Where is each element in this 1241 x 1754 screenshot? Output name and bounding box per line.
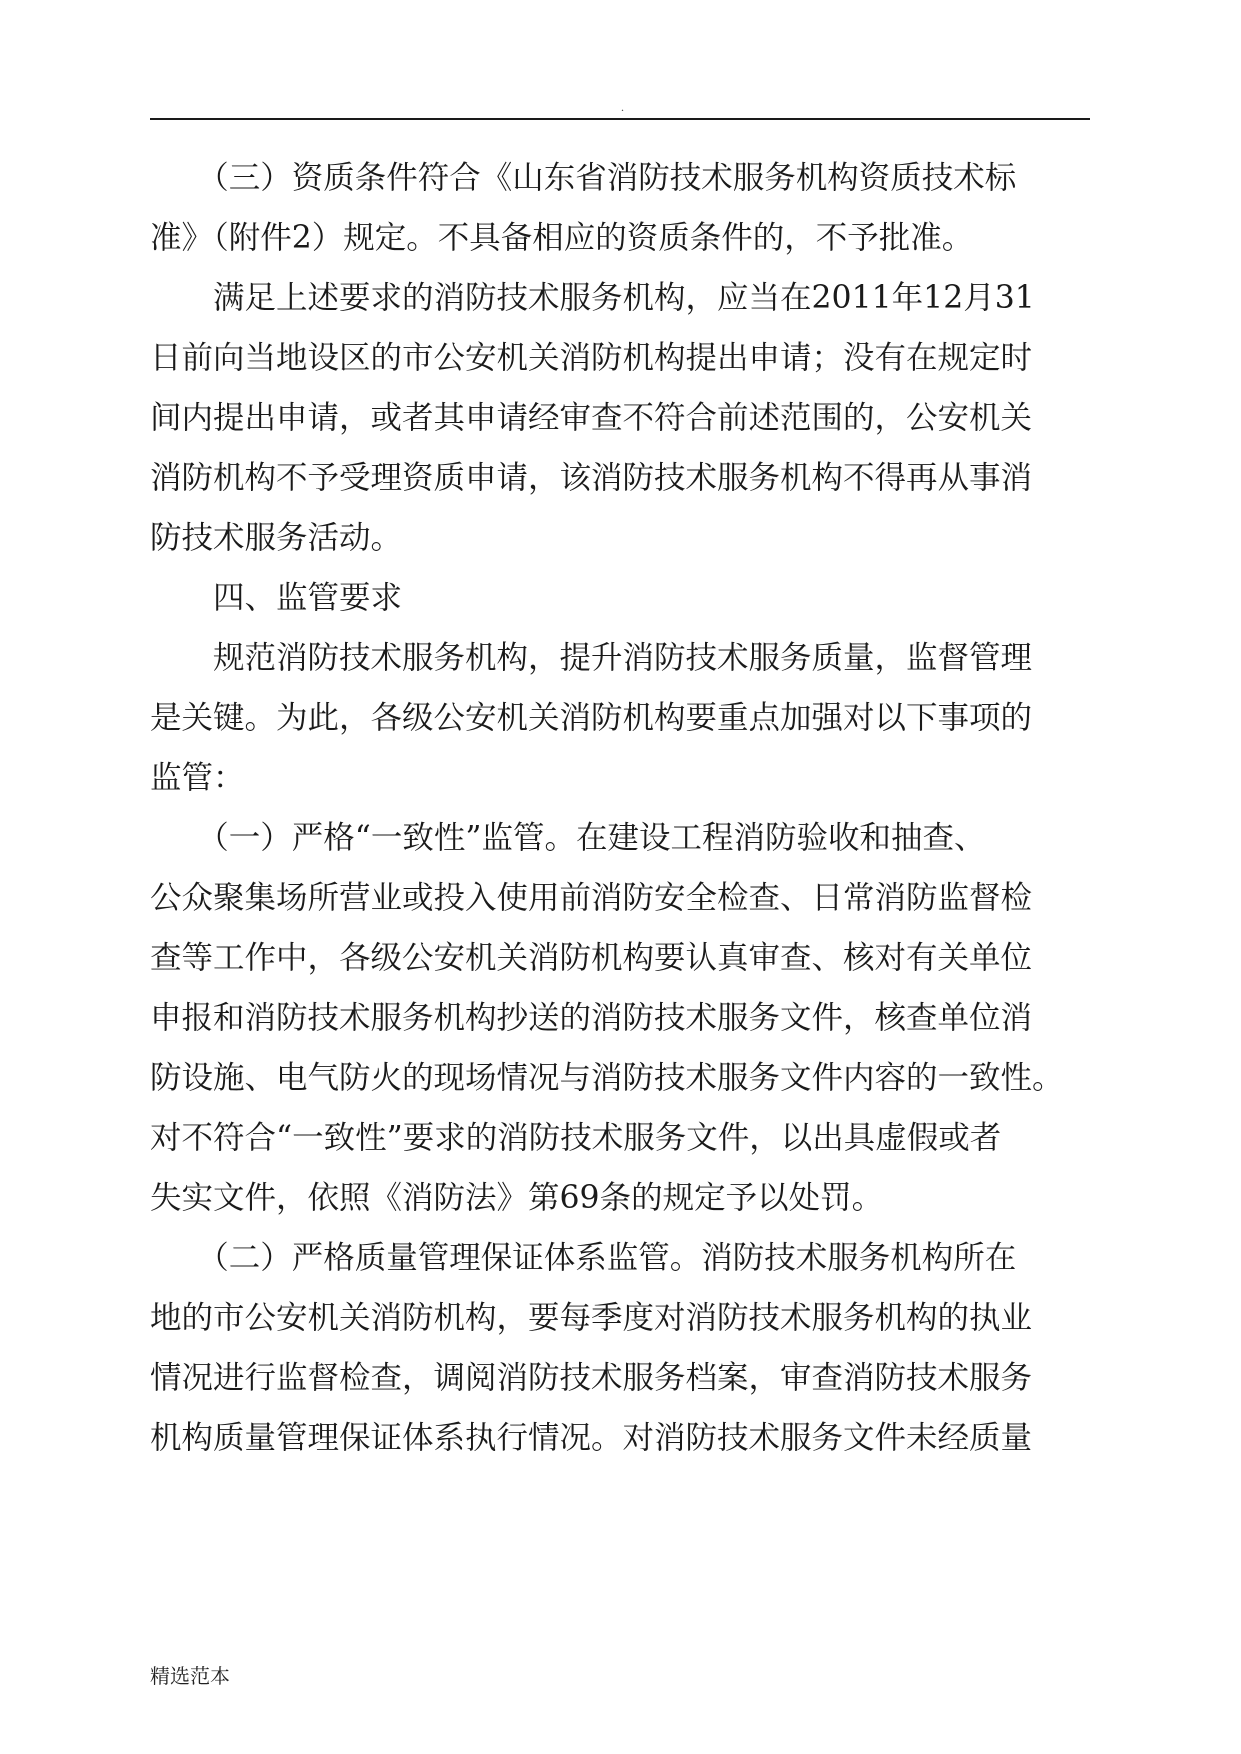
text-line: 防设施、电气防火的现场情况与消防技术服务文件内容的一致性。 [150, 1060, 1064, 1096]
section-heading: 四、监管要求 [150, 580, 403, 616]
text-line: 日前向当地设区的市公安机关消防机构提出申请；没有在规定时 [150, 340, 1033, 376]
text-line: （二）严格质量管理保证体系监管。消防技术服务机构所在 [150, 1240, 1017, 1276]
document-body [150, 148, 1090, 1468]
text-line: 情况进行监督检查，调阅消防技术服务档案，审查消防技术服务 [150, 1360, 1033, 1396]
text-line: 对不符合“一致性”要求的消防技术服务文件，以出具虚假或者 [150, 1120, 1002, 1156]
text-line: 防技术服务活动。 [150, 520, 403, 556]
text-line: 规范消防技术服务机构，提升消防技术服务质量，监督管理 [150, 640, 1033, 676]
text-line: 公众聚集场所营业或投入使用前消防安全检查、日常消防监督检 [150, 880, 1033, 916]
text-line: （三）资质条件符合《山东省消防技术服务机构资质技术标 [150, 160, 1017, 196]
text-line: 失实文件，依照《消防法》第69条的规定予以处罚。 [150, 1180, 884, 1216]
text-line: 查等工作中，各级公安机关消防机构要认真审查、核对有关单位 [150, 940, 1033, 976]
text-line: 间内提出申请，或者其申请经审查不符合前述范围的，公安机关 [150, 400, 1033, 436]
header-mark: . [621, 100, 624, 114]
text-line: 申报和消防技术服务机构抄送的消防技术服务文件，核查单位消 [150, 1000, 1033, 1036]
text-line: 消防机构不予受理资质申请，该消防技术服务机构不得再从事消 [150, 460, 1033, 496]
header-rule [150, 118, 1090, 120]
text-line: （一）严格“一致性”监管。在建设工程消防验收和抽查、 [150, 820, 986, 856]
text-line: 地的市公安机关消防机构，要每季度对消防技术服务机构的执业 [150, 1300, 1033, 1336]
text-line: 机构质量管理保证体系执行情况。对消防技术服务文件未经质量 [150, 1420, 1033, 1456]
footer-label: 精选范本 [150, 1664, 230, 1688]
text-line: 满足上述要求的消防技术服务机构，应当在2011年12月31 [150, 280, 1035, 316]
text-line: 准》（附件2）规定。不具备相应的资质条件的，不予批准。 [150, 220, 974, 256]
text-line: 监管： [150, 760, 245, 796]
text-line: 是关键。为此，各级公安机关消防机构要重点加强对以下事项的 [150, 700, 1033, 736]
